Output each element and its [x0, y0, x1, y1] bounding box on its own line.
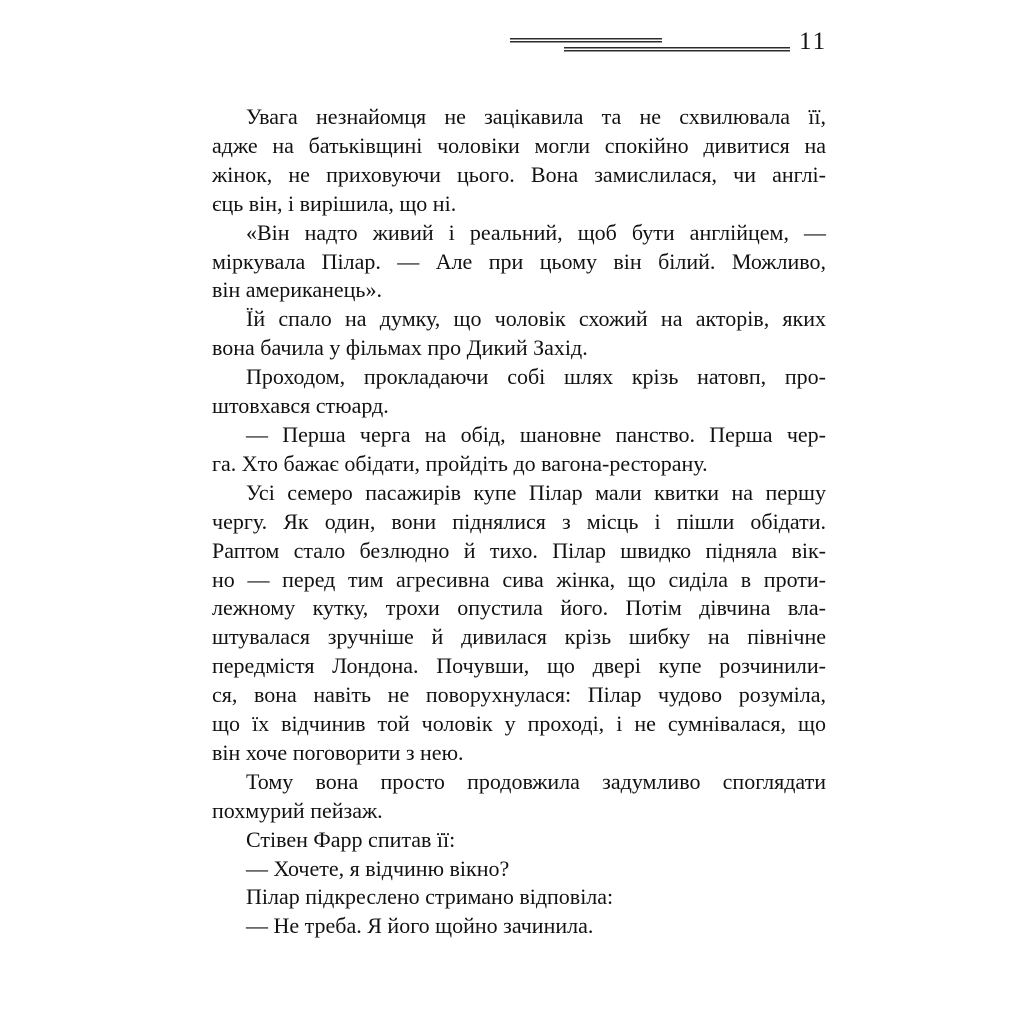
paragraph [212, 768, 826, 826]
paragraph [212, 912, 826, 941]
paragraph [212, 883, 826, 912]
paragraph [212, 103, 826, 219]
text-line: — Не треба. Я його щойно зачинила. [246, 913, 594, 939]
text-line: Раптом стало безлюдно й тихо. Пілар швидко підняла вік- [212, 537, 826, 563]
text-line: лежному кутку, трохи опустила його. Потім дівчина вла- [212, 595, 826, 621]
ornament-rule-bottom [564, 47, 790, 53]
text-line: Усі семеро пасажирів купе Пілар мали квитки на першу [246, 479, 826, 505]
text-line: він хоче поговорити з нею. [212, 739, 464, 765]
text-line: він американець». [212, 277, 382, 303]
text-line: — Хочете, я відчиню вікно? [246, 855, 510, 881]
text-line: похмурий пейзаж. [212, 797, 383, 823]
paragraph [212, 826, 826, 855]
paragraph [212, 219, 826, 306]
text-line: ся, вона навіть не поворухнулася: Пілар чудово розуміла, [212, 682, 826, 708]
text-line: вона бачила у фільмах про Дикий Захід. [212, 335, 588, 361]
text-line: міркувала Пілар. — Але при цьому він білий. Можливо, [212, 248, 826, 274]
header-ornament [508, 36, 792, 58]
paragraph [212, 479, 826, 768]
text-line: — Перша черга на обід, шановне панство. Перша чер- [246, 421, 826, 447]
ornament-rule-top [510, 38, 662, 44]
paragraph [212, 305, 826, 363]
text-line: передмістя Лондона. Почувши, що двері купе розчинили- [212, 653, 826, 679]
text-line: Проходом, прокладаючи собі шлях крізь натовп, про- [246, 364, 826, 390]
text-line: но — перед тим агресивна сива жінка, що сиділа в проти- [212, 566, 826, 592]
text-line: єць він, і вирішила, що ні. [212, 190, 457, 216]
text-line: «Він надто живий і реальний, щоб бути англійцем, — [246, 219, 826, 245]
body-text [212, 103, 826, 941]
text-line: Стівен Фарр спитав її: [246, 826, 456, 852]
text-line: Тому вона просто продовжила задумливо споглядати [246, 768, 826, 794]
page-number: 11 [799, 28, 828, 55]
text-line: чергу. Як один, вони піднялися з місць і пішли обідати. [212, 508, 826, 534]
paragraph [212, 421, 826, 479]
text-line: Їй спало на думку, що чоловік схожий на акторів, яких [246, 306, 826, 332]
paragraph [212, 363, 826, 421]
text-line: штувалася зручніше й дивилася крізь шибку на північне [212, 624, 826, 650]
text-line: штовхався стюард. [212, 393, 389, 419]
text-line: Пілар підкреслено стримано відповіла: [246, 884, 614, 910]
text-line: жінок, не приховуючи цього. Вона замислилася, чи англі- [212, 161, 826, 187]
text-line: адже на батьківщині чоловіки могли спокійно дивитися на [212, 132, 826, 158]
paragraph [212, 855, 826, 884]
text-line: га. Хто бажає обідати, пройдіть до вагона-ресторану. [212, 450, 708, 476]
text-line: Увага незнайомця не зацікавила та не схвилювала її, [246, 104, 826, 129]
text-line: що їх відчинив той чоловік у проході, і не сумнівалася, що [212, 711, 826, 737]
